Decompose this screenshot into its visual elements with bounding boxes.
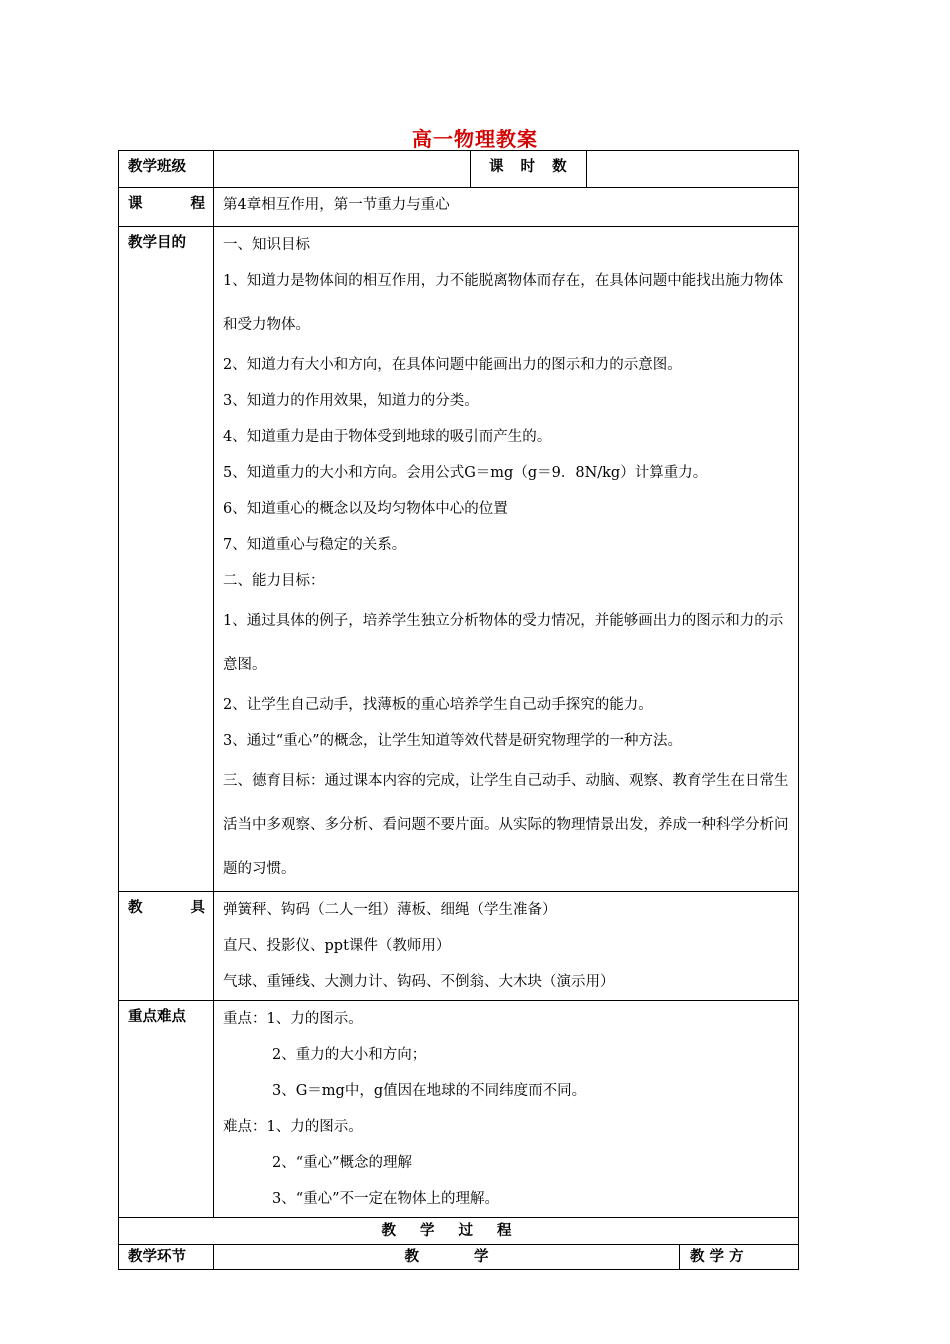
tools-label	[119, 892, 214, 1001]
knowledge-item-5: 5、知道重力的大小和方向。会用公式G＝mg（g＝9．8N/kg）计算重力。	[223, 465, 708, 481]
knowledge-item-1: 1、知道力是物体间的相互作用，力不能脱离物体而存在，在具体问题中能找出施力物体和受力物体。	[223, 273, 784, 333]
header-row	[119, 151, 799, 188]
course-label	[119, 188, 214, 227]
course-value: 第4章相互作用，第一节重力与重心	[214, 188, 799, 227]
key-points-content	[214, 1001, 799, 1218]
lesson-plan-table	[118, 150, 799, 1270]
key-point-3: 3、G＝mg中，g值因在地球的不同纬度而不同。	[272, 1083, 587, 1099]
course-label-a: 课	[128, 196, 143, 212]
tools-content	[214, 892, 799, 1001]
goals-content	[214, 227, 799, 892]
tools-line-1: 弹簧秤、钩码（二人一组）薄板、细绳（学生准备）	[223, 902, 557, 918]
course-row	[119, 188, 799, 227]
difficulty-3: 3、“重心”不一定在物体上的理解。	[272, 1191, 500, 1207]
key-point-2: 2、重力的大小和方向；	[272, 1047, 427, 1063]
col-teach: 教 学	[214, 1245, 680, 1270]
ability-item-2: 2、让学生自己动手，找薄板的重心培养学生自己动手探究的能力。	[223, 697, 653, 713]
class-value	[214, 151, 471, 188]
ability-heading: 二、能力目标：	[223, 573, 325, 589]
key-point-1: 重点：1、力的图示。	[223, 1011, 363, 1027]
process-title: 教学过程	[119, 1218, 799, 1245]
col-stage: 教学环节	[119, 1245, 214, 1270]
process-title-row	[119, 1218, 799, 1245]
goals-row	[119, 227, 799, 892]
tools-label-a: 教	[128, 900, 143, 916]
ability-item-1: 1、通过具体的例子，培养学生独立分析物体的受力情况，并能够画出力的图示和力的示意图。	[223, 613, 784, 673]
tools-line-3: 气球、重锤线、大测力计、钩码、不倒翁、大木块（演示用）	[223, 974, 615, 990]
document-title: 高一物理教案	[412, 127, 538, 151]
tools-row	[119, 892, 799, 1001]
difficulty-2: 2、“重心”概念的理解	[272, 1155, 413, 1171]
hours-value	[587, 151, 799, 188]
knowledge-item-3: 3、知道力的作用效果，知道力的分类。	[223, 393, 479, 409]
class-label: 教学班级	[119, 151, 214, 188]
knowledge-item-7: 7、知道重心与稳定的关系。	[223, 537, 407, 553]
key-points-row	[119, 1001, 799, 1218]
tools-label-b: 具	[190, 900, 205, 916]
tools-line-2: 直尺、投影仪、ppt课件（教师用）	[223, 938, 451, 954]
hours-label: 课 时 数	[471, 151, 587, 188]
knowledge-item-6: 6、知道重心的概念以及均匀物体中心的位置	[223, 501, 508, 517]
knowledge-item-2: 2、知道力有大小和方向，在具体问题中能画出力的图示和力的示意图。	[223, 357, 682, 373]
knowledge-heading: 一、知识目标	[223, 237, 310, 253]
key-points-label: 重点难点	[119, 1001, 214, 1218]
difficulty-1: 难点：1、力的图示。	[223, 1119, 363, 1135]
moral-goal: 三、德育目标：通过课本内容的完成，让学生自己动手、动脑、观察、教育学生在日常生活当中多观察、多分析、看问题不要片面。从实际的物理情景出发，养成一种科学分析问题的习惯。	[223, 773, 789, 877]
goals-label: 教学目的	[119, 227, 214, 892]
knowledge-item-4: 4、知道重力是由于物体受到地球的吸引而产生的。	[223, 429, 552, 445]
process-header-row	[119, 1245, 799, 1270]
ability-item-3: 3、通过“重心”的概念，让学生知道等效代替是研究物理学的一种方法。	[223, 733, 683, 749]
course-label-b: 程	[190, 196, 205, 212]
col-method: 教学方	[680, 1245, 799, 1270]
